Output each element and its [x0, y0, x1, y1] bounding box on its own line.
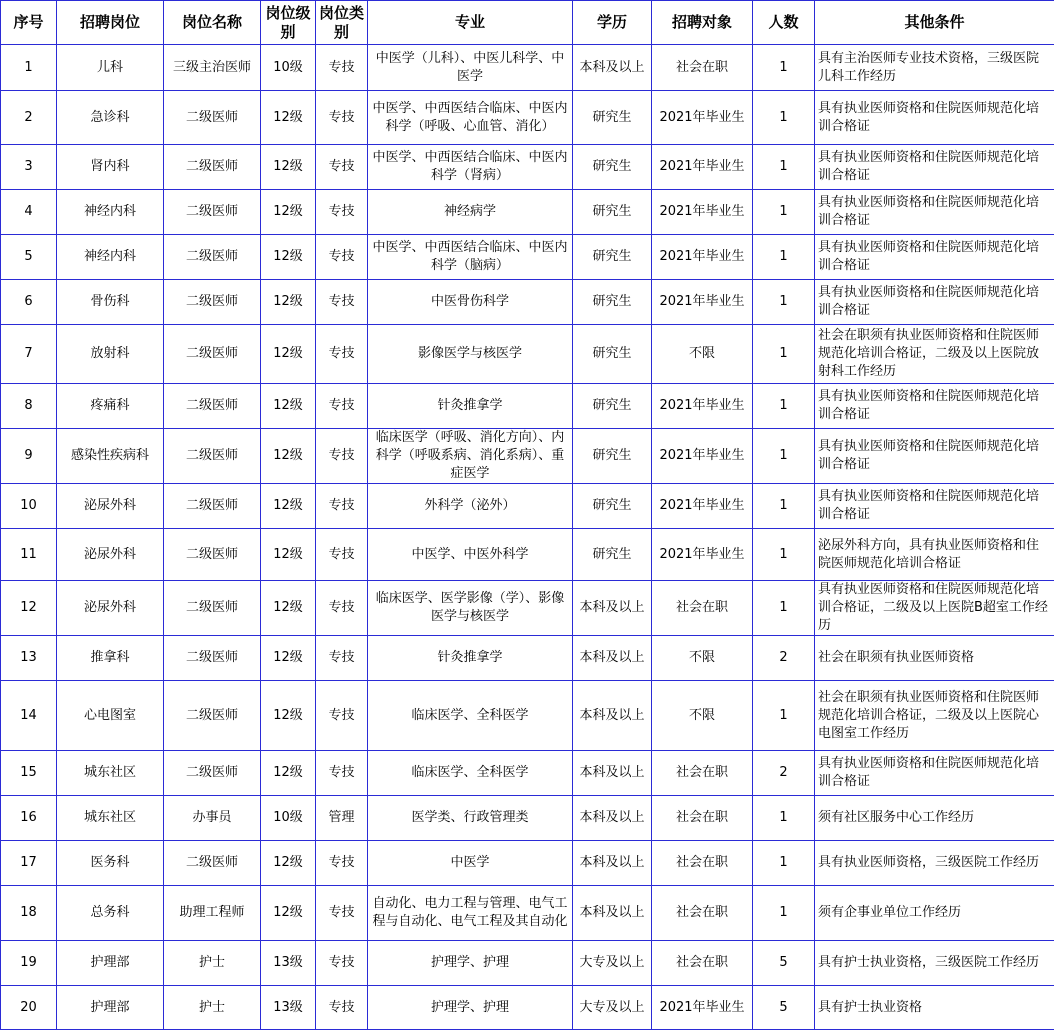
cell-count: 1	[753, 681, 815, 751]
cell-count: 2	[753, 636, 815, 681]
cell-other: 具有执业医师资格和住院医师规范化培训合格证	[815, 145, 1054, 190]
cell-category: 专技	[316, 325, 368, 384]
cell-target: 2021年毕业生	[652, 235, 753, 280]
cell-count: 1	[753, 796, 815, 841]
cell-major: 自动化、电力工程与管理、电气工程与自动化、电气工程及其自动化	[368, 886, 573, 941]
cell-target: 社会在职	[652, 841, 753, 886]
cell-major: 中医学	[368, 841, 573, 886]
cell-title: 三级主治医师	[164, 45, 261, 91]
cell-category: 管理	[316, 796, 368, 841]
cell-level: 12级	[261, 841, 316, 886]
cell-target: 不限	[652, 636, 753, 681]
header-row	[1, 1, 1054, 45]
cell-target: 2021年毕业生	[652, 429, 753, 484]
cell-other: 具有执业医师资格和住院医师规范化培训合格证	[815, 751, 1054, 796]
cell-major: 中医骨伤科学	[368, 280, 573, 325]
cell-education: 本科及以上	[573, 751, 652, 796]
cell-count: 1	[753, 529, 815, 581]
table-row	[1, 751, 1054, 796]
cell-count: 1	[753, 190, 815, 235]
cell-level: 12级	[261, 751, 316, 796]
cell-post: 护理部	[57, 986, 164, 1030]
cell-level: 12级	[261, 581, 316, 636]
cell-other: 须有企事业单位工作经历	[815, 886, 1054, 941]
cell-major: 护理学、护理	[368, 941, 573, 986]
cell-education: 本科及以上	[573, 45, 652, 91]
cell-no: 4	[1, 190, 57, 235]
cell-major: 中医学、中西医结合临床、中医内科学（呼吸、心血管、消化）	[368, 91, 573, 145]
cell-count: 1	[753, 280, 815, 325]
cell-major: 护理学、护理	[368, 986, 573, 1030]
cell-target: 社会在职	[652, 45, 753, 91]
cell-title: 二级医师	[164, 145, 261, 190]
table-row	[1, 681, 1054, 751]
cell-category: 专技	[316, 484, 368, 529]
cell-target: 2021年毕业生	[652, 384, 753, 429]
header-title: 岗位名称	[164, 1, 261, 45]
table-row	[1, 91, 1054, 145]
cell-other: 具有执业医师资格和住院医师规范化培训合格证，二级及以上医院B超室工作经历	[815, 581, 1054, 636]
cell-other: 具有执业医师资格和住院医师规范化培训合格证	[815, 235, 1054, 280]
cell-major: 神经病学	[368, 190, 573, 235]
cell-no: 7	[1, 325, 57, 384]
cell-count: 1	[753, 91, 815, 145]
table-row	[1, 796, 1054, 841]
header-count: 人数	[753, 1, 815, 45]
cell-target: 社会在职	[652, 751, 753, 796]
cell-title: 二级医师	[164, 681, 261, 751]
cell-post: 急诊科	[57, 91, 164, 145]
cell-education: 研究生	[573, 280, 652, 325]
cell-count: 1	[753, 841, 815, 886]
header-target: 招聘对象	[652, 1, 753, 45]
cell-title: 二级医师	[164, 751, 261, 796]
cell-major: 中医学、中西医结合临床、中医内科学（肾病）	[368, 145, 573, 190]
cell-other: 社会在职须有执业医师资格和住院医师规范化培训合格证，二级及以上医院放射科工作经历	[815, 325, 1054, 384]
cell-education: 本科及以上	[573, 581, 652, 636]
header-other: 其他条件	[815, 1, 1054, 45]
cell-title: 二级医师	[164, 325, 261, 384]
cell-post: 总务科	[57, 886, 164, 941]
cell-level: 10级	[261, 45, 316, 91]
cell-other: 具有执业医师资格和住院医师规范化培训合格证	[815, 280, 1054, 325]
table-row	[1, 190, 1054, 235]
cell-major: 临床医学、全科医学	[368, 751, 573, 796]
cell-education: 大专及以上	[573, 941, 652, 986]
cell-no: 11	[1, 529, 57, 581]
table-row	[1, 325, 1054, 384]
cell-target: 社会在职	[652, 581, 753, 636]
cell-major: 临床医学、医学影像（学）、影像医学与核医学	[368, 581, 573, 636]
cell-no: 18	[1, 886, 57, 941]
header-level: 岗位级别	[261, 1, 316, 45]
cell-title: 二级医师	[164, 429, 261, 484]
cell-major: 外科学（泌外）	[368, 484, 573, 529]
cell-post: 推拿科	[57, 636, 164, 681]
cell-education: 研究生	[573, 384, 652, 429]
cell-target: 社会在职	[652, 941, 753, 986]
cell-other: 具有护士执业资格，三级医院工作经历	[815, 941, 1054, 986]
cell-education: 研究生	[573, 484, 652, 529]
cell-post: 城东社区	[57, 796, 164, 841]
table-row	[1, 886, 1054, 941]
cell-no: 5	[1, 235, 57, 280]
cell-no: 13	[1, 636, 57, 681]
cell-count: 1	[753, 384, 815, 429]
cell-category: 专技	[316, 581, 368, 636]
cell-major: 中医学（儿科）、中医儿科学、中医学	[368, 45, 573, 91]
header-education: 学历	[573, 1, 652, 45]
cell-category: 专技	[316, 751, 368, 796]
cell-post: 放射科	[57, 325, 164, 384]
cell-title: 二级医师	[164, 235, 261, 280]
cell-level: 12级	[261, 280, 316, 325]
cell-count: 1	[753, 484, 815, 529]
table-row	[1, 529, 1054, 581]
cell-level: 12级	[261, 484, 316, 529]
cell-title: 二级医师	[164, 484, 261, 529]
cell-post: 感染性疾病科	[57, 429, 164, 484]
table-row	[1, 384, 1054, 429]
cell-category: 专技	[316, 636, 368, 681]
cell-level: 12级	[261, 235, 316, 280]
cell-category: 专技	[316, 45, 368, 91]
table-row	[1, 235, 1054, 280]
cell-category: 专技	[316, 235, 368, 280]
cell-count: 1	[753, 45, 815, 91]
table-row	[1, 986, 1054, 1030]
cell-education: 本科及以上	[573, 841, 652, 886]
cell-count: 1	[753, 325, 815, 384]
cell-target: 2021年毕业生	[652, 529, 753, 581]
cell-education: 大专及以上	[573, 986, 652, 1030]
cell-count: 1	[753, 429, 815, 484]
cell-count: 1	[753, 886, 815, 941]
cell-category: 专技	[316, 280, 368, 325]
cell-post: 医务科	[57, 841, 164, 886]
header-category: 岗位类别	[316, 1, 368, 45]
cell-no: 19	[1, 941, 57, 986]
cell-target: 2021年毕业生	[652, 280, 753, 325]
cell-post: 泌尿外科	[57, 581, 164, 636]
cell-other: 具有执业医师资格和住院医师规范化培训合格证	[815, 429, 1054, 484]
cell-major: 针灸推拿学	[368, 384, 573, 429]
cell-level: 12级	[261, 384, 316, 429]
cell-other: 具有执业医师资格，三级医院工作经历	[815, 841, 1054, 886]
cell-count: 5	[753, 941, 815, 986]
cell-count: 5	[753, 986, 815, 1030]
cell-no: 16	[1, 796, 57, 841]
cell-no: 12	[1, 581, 57, 636]
cell-post: 儿科	[57, 45, 164, 91]
cell-no: 6	[1, 280, 57, 325]
cell-category: 专技	[316, 886, 368, 941]
cell-target: 不限	[652, 325, 753, 384]
header-post: 招聘岗位	[57, 1, 164, 45]
cell-target: 社会在职	[652, 796, 753, 841]
cell-category: 专技	[316, 145, 368, 190]
cell-no: 2	[1, 91, 57, 145]
cell-title: 办事员	[164, 796, 261, 841]
cell-post: 疼痛科	[57, 384, 164, 429]
cell-education: 本科及以上	[573, 796, 652, 841]
cell-education: 本科及以上	[573, 886, 652, 941]
cell-major: 临床医学（呼吸、消化方向）、内科学（呼吸系病、消化系病）、重症医学	[368, 429, 573, 484]
table-row	[1, 280, 1054, 325]
cell-major: 中医学、中医外科学	[368, 529, 573, 581]
cell-category: 专技	[316, 986, 368, 1030]
cell-no: 8	[1, 384, 57, 429]
cell-education: 研究生	[573, 91, 652, 145]
cell-level: 12级	[261, 91, 316, 145]
table-row	[1, 841, 1054, 886]
cell-count: 1	[753, 145, 815, 190]
cell-post: 肾内科	[57, 145, 164, 190]
table-row	[1, 484, 1054, 529]
cell-level: 12级	[261, 681, 316, 751]
cell-other: 具有执业医师资格和住院医师规范化培训合格证	[815, 384, 1054, 429]
cell-major: 临床医学、全科医学	[368, 681, 573, 751]
header-no: 序号	[1, 1, 57, 45]
cell-title: 二级医师	[164, 280, 261, 325]
cell-post: 泌尿外科	[57, 529, 164, 581]
cell-title: 助理工程师	[164, 886, 261, 941]
cell-no: 9	[1, 429, 57, 484]
cell-post: 护理部	[57, 941, 164, 986]
cell-level: 13级	[261, 986, 316, 1030]
cell-category: 专技	[316, 384, 368, 429]
cell-count: 1	[753, 235, 815, 280]
cell-post: 心电图室	[57, 681, 164, 751]
table-row	[1, 636, 1054, 681]
cell-target: 2021年毕业生	[652, 190, 753, 235]
cell-education: 研究生	[573, 429, 652, 484]
table-row	[1, 941, 1054, 986]
cell-level: 12级	[261, 636, 316, 681]
cell-category: 专技	[316, 841, 368, 886]
cell-target: 2021年毕业生	[652, 986, 753, 1030]
cell-category: 专技	[316, 429, 368, 484]
cell-title: 二级医师	[164, 384, 261, 429]
cell-category: 专技	[316, 529, 368, 581]
cell-major: 影像医学与核医学	[368, 325, 573, 384]
cell-no: 3	[1, 145, 57, 190]
table-row	[1, 145, 1054, 190]
cell-level: 13级	[261, 941, 316, 986]
cell-education: 研究生	[573, 235, 652, 280]
cell-target: 不限	[652, 681, 753, 751]
cell-post: 骨伤科	[57, 280, 164, 325]
cell-post: 神经内科	[57, 235, 164, 280]
cell-major: 医学类、行政管理类	[368, 796, 573, 841]
cell-no: 1	[1, 45, 57, 91]
table-row	[1, 429, 1054, 484]
cell-other: 社会在职须有执业医师资格和住院医师规范化培训合格证，二级及以上医院心电图室工作经历	[815, 681, 1054, 751]
cell-level: 12级	[261, 429, 316, 484]
cell-level: 12级	[261, 886, 316, 941]
cell-target: 2021年毕业生	[652, 91, 753, 145]
cell-education: 研究生	[573, 529, 652, 581]
cell-count: 1	[753, 581, 815, 636]
cell-no: 17	[1, 841, 57, 886]
cell-other: 具有执业医师资格和住院医师规范化培训合格证	[815, 190, 1054, 235]
cell-title: 护士	[164, 986, 261, 1030]
cell-other: 社会在职须有执业医师资格	[815, 636, 1054, 681]
cell-other: 具有执业医师资格和住院医师规范化培训合格证	[815, 91, 1054, 145]
cell-level: 12级	[261, 145, 316, 190]
table-body	[1, 45, 1054, 1030]
cell-no: 14	[1, 681, 57, 751]
cell-title: 护士	[164, 941, 261, 986]
cell-level: 12级	[261, 325, 316, 384]
table-row	[1, 581, 1054, 636]
cell-other: 具有主治医师专业技术资格，三级医院儿科工作经历	[815, 45, 1054, 91]
cell-other: 具有护士执业资格	[815, 986, 1054, 1030]
cell-level: 12级	[261, 529, 316, 581]
cell-no: 15	[1, 751, 57, 796]
cell-title: 二级医师	[164, 841, 261, 886]
cell-title: 二级医师	[164, 529, 261, 581]
cell-level: 10级	[261, 796, 316, 841]
cell-other: 具有执业医师资格和住院医师规范化培训合格证	[815, 484, 1054, 529]
table-row	[1, 45, 1054, 91]
cell-level: 12级	[261, 190, 316, 235]
cell-education: 研究生	[573, 190, 652, 235]
cell-title: 二级医师	[164, 190, 261, 235]
cell-no: 20	[1, 986, 57, 1030]
cell-title: 二级医师	[164, 91, 261, 145]
cell-count: 2	[753, 751, 815, 796]
cell-category: 专技	[316, 91, 368, 145]
header-major: 专业	[368, 1, 573, 45]
cell-title: 二级医师	[164, 581, 261, 636]
cell-major: 针灸推拿学	[368, 636, 573, 681]
cell-target: 2021年毕业生	[652, 145, 753, 190]
cell-education: 研究生	[573, 325, 652, 384]
cell-education: 本科及以上	[573, 636, 652, 681]
cell-post: 神经内科	[57, 190, 164, 235]
cell-category: 专技	[316, 681, 368, 751]
cell-no: 10	[1, 484, 57, 529]
cell-other: 须有社区服务中心工作经历	[815, 796, 1054, 841]
cell-education: 研究生	[573, 145, 652, 190]
cell-category: 专技	[316, 190, 368, 235]
cell-major: 中医学、中西医结合临床、中医内科学（脑病）	[368, 235, 573, 280]
cell-other: 泌尿外科方向，具有执业医师资格和住院医师规范化培训合格证	[815, 529, 1054, 581]
cell-post: 城东社区	[57, 751, 164, 796]
cell-target: 2021年毕业生	[652, 484, 753, 529]
cell-post: 泌尿外科	[57, 484, 164, 529]
cell-category: 专技	[316, 941, 368, 986]
cell-target: 社会在职	[652, 886, 753, 941]
cell-education: 本科及以上	[573, 681, 652, 751]
cell-title: 二级医师	[164, 636, 261, 681]
